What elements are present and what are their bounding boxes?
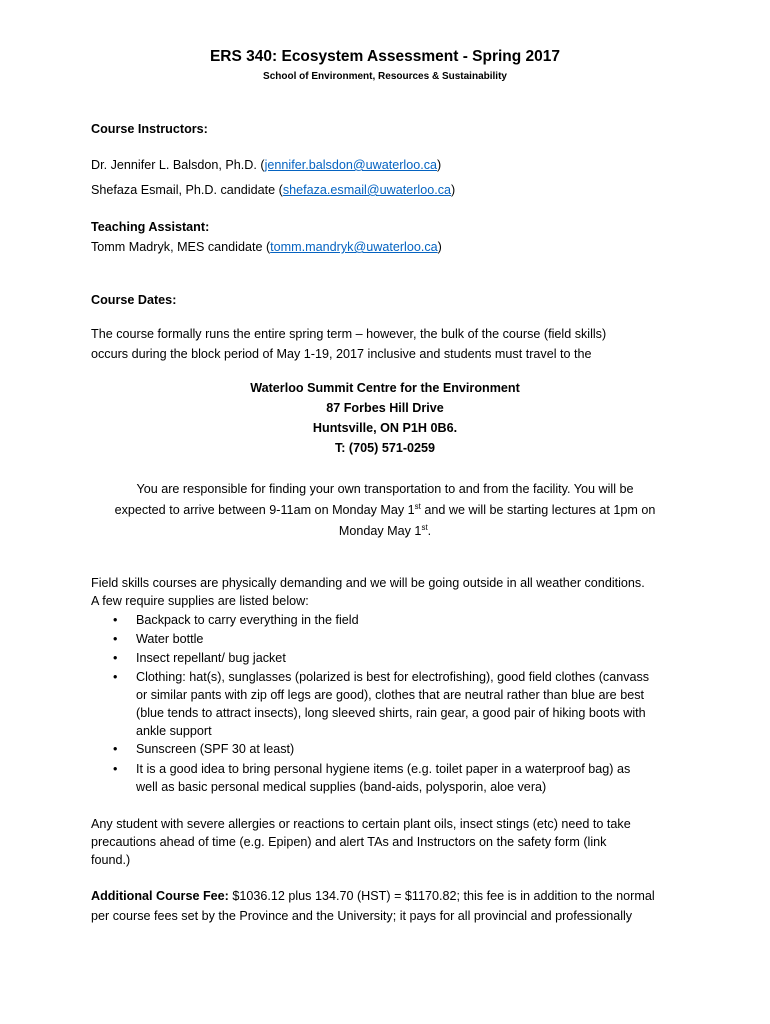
transport-text: expected to arrive between 9-11am on Monday May 1 [114,503,415,517]
transport-text: . [427,524,432,538]
instructor-email-link[interactable]: shefaza.esmail@uwaterloo.ca [282,183,452,197]
instructor-line [91,182,455,198]
dates-paragraph-line: The course formally runs the entire spring term – however, the bulk of the course (field skills) [91,327,607,341]
facility-street: 87 Forbes Hill Drive [326,401,444,415]
ta-line [91,239,442,255]
instructor-name: Shefaza Esmail, Ph.D. candidate ( [91,183,283,197]
ta-heading: Teaching Assistant: [91,220,210,234]
transport-line [0,523,770,539]
instructor-name: Dr. Jennifer L. Balsdon, Ph.D. ( [91,158,265,172]
allergies-line: precautions ahead of time (e.g. Epipen) and alert TAs and Instructors on the safety form (link [91,835,607,849]
ordinal-suffix: st [414,501,421,511]
supplies-intro: Field skills courses are physically demanding and we will be going outside in all weather conditions. [91,576,645,590]
facility-city: Huntsville, ON P1H 0B6. [312,421,458,435]
instructor-close: ) [437,158,442,172]
dates-paragraph-line: occurs during the block period of May 1-19, 2017 inclusive and students must travel to the [91,347,592,361]
facility-name: Waterloo Summit Centre for the Environment [250,381,520,395]
list-item: Sunscreen (SPF 30 at least) [136,742,295,756]
page-title: ERS 340: Ecosystem Assessment - Spring 2017 [209,48,561,65]
list-item: Clothing: hat(s), sunglasses (polarized is best for electrofishing), good field clothes (canvass [136,670,650,684]
fee-line: per course fees set by the Province and the University; it pays for all provincial and professionally [91,909,633,923]
facility-phone: T: (705) 571-0259 [334,441,436,455]
supplies-intro: A few require supplies are listed below: [91,594,309,608]
ordinal-suffix: st [421,522,428,532]
instructor-line [91,157,441,173]
transport-line [0,502,770,518]
bullet-glyph: • [113,762,118,776]
dates-heading: Course Dates: [91,293,177,307]
transport-line: You are responsible for finding your own transportation to and from the facility. You will be [136,482,634,496]
list-item-continuation: (blue tends to attract insects), long sleeved shirts, rain gear, a good pair of hiking boots with [136,706,646,720]
fee-label: Additional Course Fee: [91,889,229,903]
fee-line [91,888,655,904]
bullet-glyph: • [113,632,118,646]
instructor-close: ) [451,183,456,197]
list-item: Insect repellant/ bug jacket [136,651,286,665]
allergies-line: found.) [91,853,131,867]
bullet-glyph: • [113,670,118,684]
bullet-glyph: • [113,742,118,756]
list-item-continuation: or similar pants with zip off legs are good), clothes that are neutral rather than blue are best [136,688,644,702]
list-item: Backpack to carry everything in the field [136,613,359,627]
instructors-heading: Course Instructors: [91,122,208,136]
allergies-line: Any student with severe allergies or reactions to certain plant oils, insect stings (etc) need to take [91,817,631,831]
list-item-continuation: well as basic personal medical supplies (band-aids, polysporin, aloe vera) [136,780,547,794]
ta-name: Tomm Madryk, MES candidate ( [91,240,271,254]
instructor-email-link[interactable]: jennifer.balsdon@uwaterloo.ca [264,158,438,172]
bullet-glyph: • [113,613,118,627]
list-item-continuation: ankle support [136,724,212,738]
bullet-glyph: • [113,651,118,665]
transport-text: Monday May 1 [338,524,422,538]
transport-text: and we will be starting lectures at 1pm on [420,503,656,517]
page-subtitle: School of Environment, Resources & Sustainability [263,71,507,82]
ta-close: ) [437,240,442,254]
fee-text: $1036.12 plus 134.70 (HST) = $1170.82; this fee is in addition to the normal [228,889,655,903]
ta-email-link[interactable]: tomm.mandryk@uwaterloo.ca [270,240,438,254]
list-item: It is a good idea to bring personal hygiene items (e.g. toilet paper in a waterproof bag) as [136,762,631,776]
list-item: Water bottle [136,632,204,646]
